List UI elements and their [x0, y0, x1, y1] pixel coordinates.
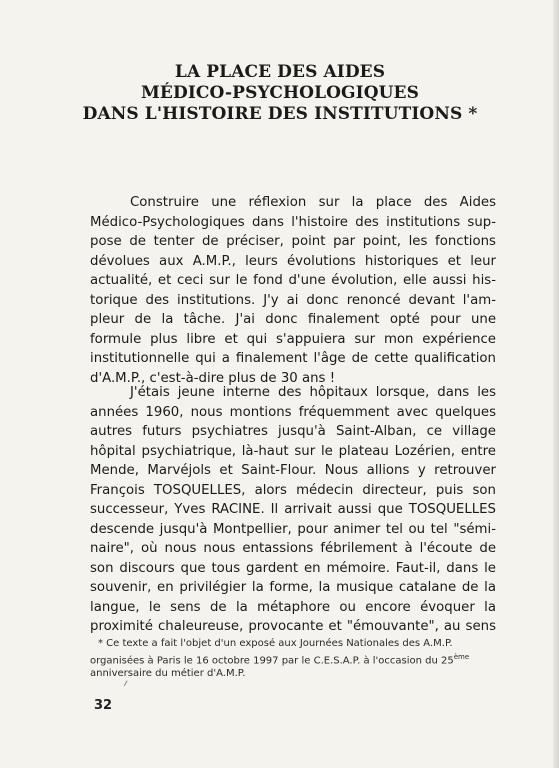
- paragraph-2: [90, 383, 496, 637]
- title-line: MÉDICO-PSYCHOLOGIQUES: [141, 83, 419, 103]
- page-edge: [553, 0, 559, 768]
- pen-mark: [124, 680, 130, 687]
- text-line: Construire une réflexion sur la place des Aides: [130, 195, 496, 210]
- page-number: 32: [94, 698, 113, 713]
- text-line: actualité, et ceci sur le fond d'une évolution, elle aussi his-: [90, 273, 496, 288]
- text-line: torique des institutions. J'y ai donc renoncé devant l'am-: [90, 292, 496, 308]
- footnote-line: anniversaire du métier d'A.M.P.: [90, 668, 246, 680]
- text-line: descende jusqu'à Montpellier, pour animer tel ou tel "sémi-: [90, 521, 496, 537]
- footnote-line: * Ce texte a fait l'objet d'un exposé aux Journées Nationales des A.M.P.: [98, 638, 453, 649]
- footnote: [90, 637, 500, 681]
- footnote-text: organisées à Paris le 16 octobre 1997 par le C.E.S.A.P. à l'occasion du 25: [90, 654, 454, 666]
- text-line: hôpital psychiatrique, là-haut sur le plateau Lozérien, entre: [90, 443, 496, 459]
- text-line: pleur de la tâche. J'ai donc finalement opté pour une: [90, 312, 496, 327]
- text-line: Mende, Marvéjols et Saint-Flour. Nous allions y retrouver: [90, 463, 496, 478]
- text-line: successeur, Yves RACINE. Il arrivait aussi que TOSQUELLES: [90, 502, 496, 517]
- page-title: [60, 62, 500, 125]
- paragraph-1: [90, 193, 496, 388]
- footnote-line: [90, 651, 500, 668]
- text-line: formule plus libre et qui s'appuiera sur mon expérience: [90, 331, 496, 347]
- text-line: son discours que tous gardent en mémoire. Faut-il, dans le: [90, 560, 496, 576]
- text-line: années 1960, nous montions fréquemment avec quelques: [90, 404, 496, 420]
- footnote-superscript: ème: [453, 652, 470, 661]
- text-line: dévolues aux A.M.P., leurs évolutions historiques et leur: [90, 253, 496, 269]
- text-line: institutionnelle qui a finalement l'âge de cette qualification: [90, 351, 496, 366]
- text-line: proximité chaleureuse, provocante et "émouvante", au sens: [90, 619, 496, 634]
- text-line: souvenir, en privilégier la forme, la musique catalane de la: [90, 580, 496, 595]
- text-line: naire", où nous nous entassions fébrilement à l'écoute de: [90, 541, 496, 556]
- text-line: autres futurs psychiatres jusqu'à Saint-Alban, ce village: [90, 424, 496, 439]
- text-line: d'A.M.P., c'est-à-dire plus de 30 ans !: [90, 370, 336, 386]
- title-line: DANS L'HISTOIRE DES INSTITUTIONS *: [82, 104, 478, 124]
- text-line: J'étais jeune interne des hôpitaux lorsque, dans les: [130, 385, 496, 400]
- text-line: langue, le sens de la métaphore ou encore évoquer la: [90, 599, 496, 615]
- title-line: LA PLACE DES AIDES: [174, 62, 386, 82]
- text-line: François TOSQUELLES, alors médecin directeur, puis son: [90, 482, 496, 498]
- text-line: pose de tenter de préciser, point par point, les fonctions: [90, 234, 496, 249]
- text-line: Médico-Psychologiques dans l'histoire des institutions sup-: [90, 214, 496, 230]
